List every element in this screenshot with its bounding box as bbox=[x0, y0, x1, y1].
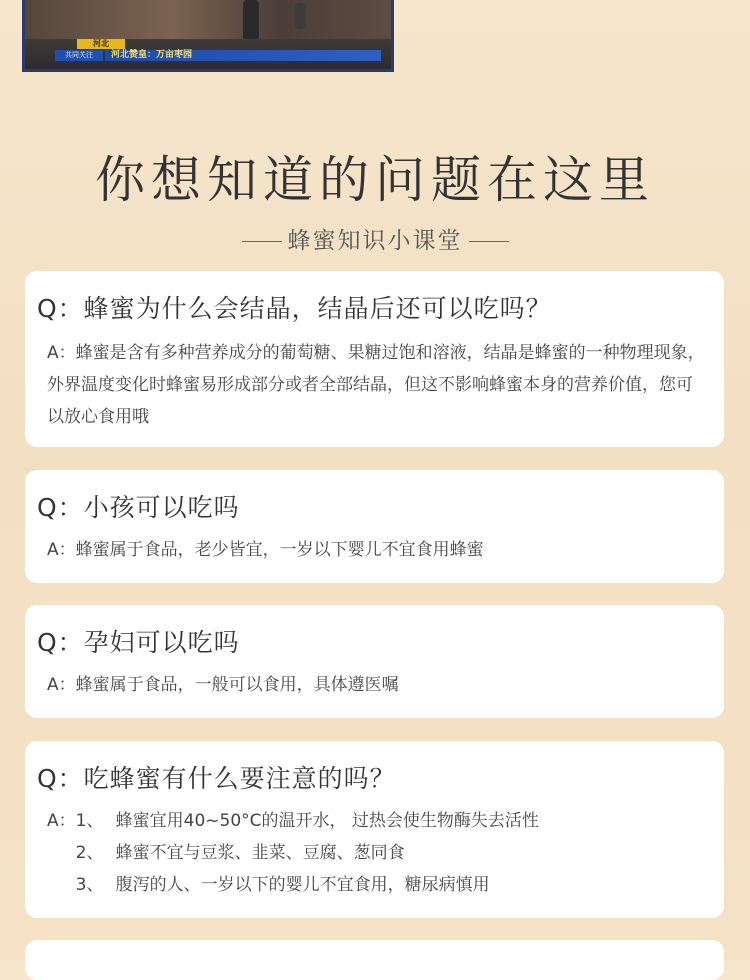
list-number: 2、 bbox=[75, 843, 104, 863]
list-item bbox=[76, 837, 706, 869]
faq-question: Q：小孩可以吃吗 bbox=[37, 493, 240, 522]
faq-card bbox=[25, 470, 724, 583]
video-thumbnail bbox=[22, 0, 394, 72]
video-ticker bbox=[55, 39, 391, 61]
list-text: 蜂蜜不宜与豆浆、韭菜、豆腐、葱同食 bbox=[115, 843, 405, 863]
list-text: 蜂蜜宜用40~50°C的温开水， 过热会使生物酶失去活性 bbox=[115, 811, 539, 831]
ticker-location: 河北 bbox=[77, 39, 125, 49]
faq-question: Q：吃蜂蜜有什么要注意的吗？ bbox=[37, 764, 396, 793]
section-subtitle bbox=[0, 222, 750, 255]
subtitle-text: 蜂蜜知识小课堂 bbox=[287, 228, 463, 254]
faq-card bbox=[25, 605, 724, 718]
list-number: 3、 bbox=[75, 875, 104, 895]
list-number: 1、 bbox=[75, 811, 104, 831]
faq-card-partial bbox=[25, 940, 724, 980]
faq-question: Q：孕妇可以吃吗 bbox=[37, 628, 240, 657]
list-item bbox=[76, 805, 706, 837]
ticker-headline: 河北赞皇：万亩枣园 bbox=[105, 50, 381, 61]
subtitle-dash-left bbox=[242, 241, 282, 242]
list-text: 腹泻的人、一岁以下的婴儿不宜食用，糖尿病慎用 bbox=[115, 875, 490, 895]
faq-answer: A：蜂蜜属于食品，老少皆宜，一岁以下婴儿不宜食用蜂蜜 bbox=[47, 540, 484, 560]
ticker-channel: 共同关注 bbox=[55, 50, 103, 61]
faq-answer: A：蜂蜜属于食品，一般可以食用，具体遵医嘱 bbox=[47, 675, 399, 695]
faq-question: Q：蜂蜜为什么会结晶，结晶后还可以吃吗？ bbox=[37, 294, 552, 323]
list-item bbox=[76, 869, 706, 901]
faq-card bbox=[25, 271, 724, 447]
faq-answer bbox=[47, 805, 706, 901]
video-person bbox=[243, 0, 259, 39]
faq-card bbox=[25, 741, 724, 918]
faq-answer: A：蜂蜜是含有多种营养成分的葡萄糖、果糖过饱和溶液，结晶是蜂蜜的一种物理现象，外界温度变化时蜂蜜易形成部分或者全部结晶，但这不影响蜂蜜本身的营养价值，您可以放心食用哦 bbox=[47, 343, 705, 427]
subtitle-dash-right bbox=[469, 241, 509, 242]
video-scene bbox=[25, 0, 391, 39]
video-person bbox=[295, 3, 305, 29]
answer-list bbox=[76, 805, 706, 901]
page-title: 你想知道的问题在这里 bbox=[95, 151, 655, 209]
answer-prefix: A： bbox=[47, 811, 76, 831]
